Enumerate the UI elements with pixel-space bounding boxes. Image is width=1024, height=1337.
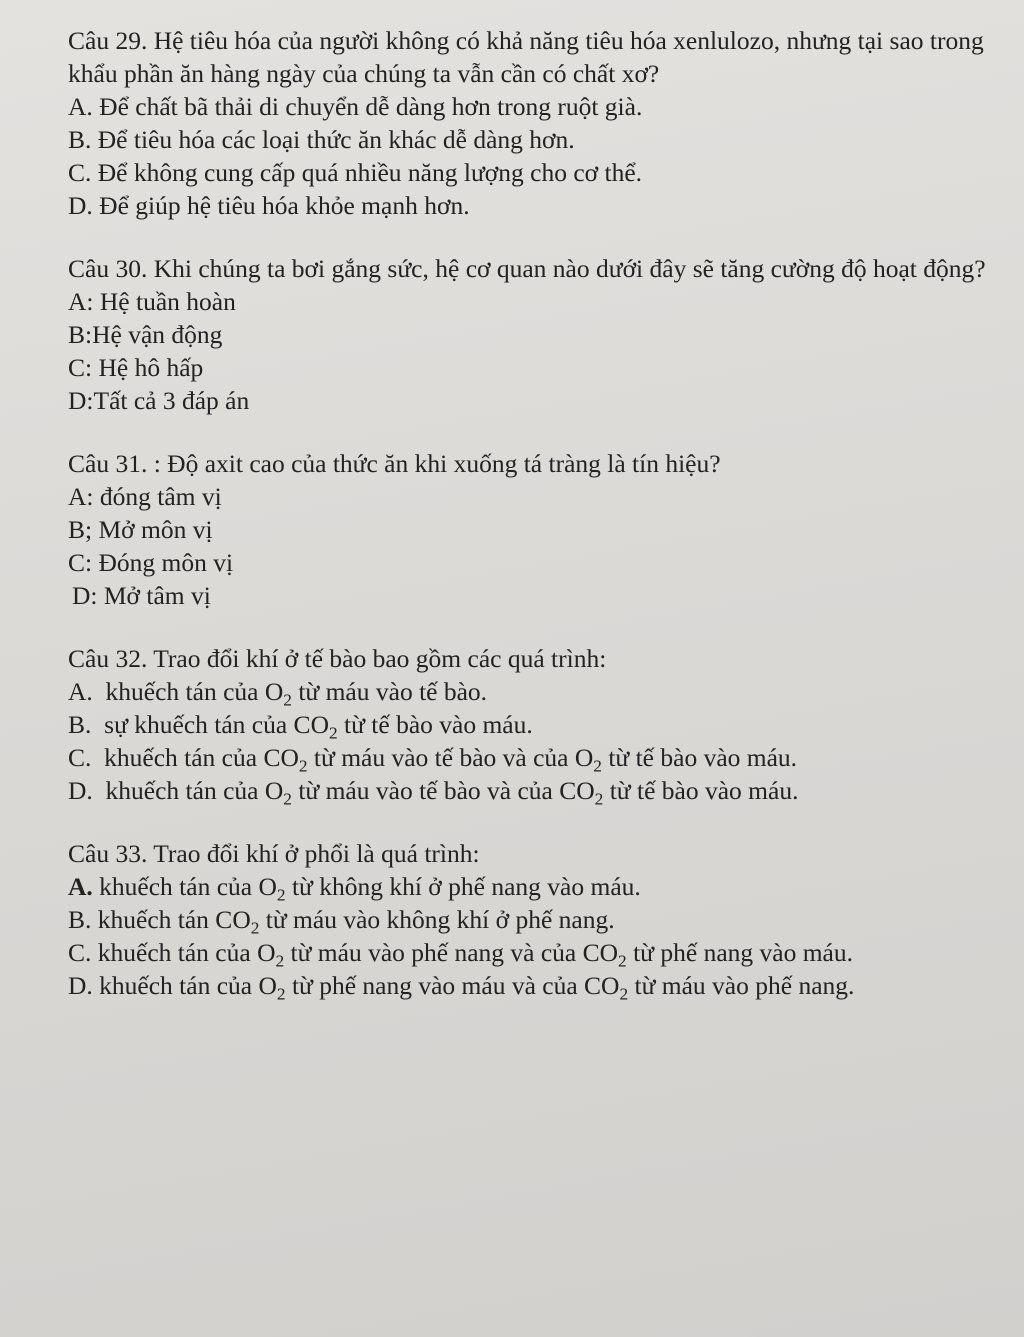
subscript: 2 (250, 918, 260, 938)
option-text: từ máu vào tế bào và của CO (291, 776, 595, 805)
subscript: 2 (275, 951, 285, 971)
option-c (68, 936, 1013, 969)
subscript: 2 (618, 951, 627, 971)
option-label: A. (68, 677, 93, 706)
option-text: từ máu vào phế nang. (628, 971, 855, 1000)
option-text: khuếch tán của O (91, 938, 276, 967)
option-text: từ phế nang vào máu và của CO (285, 971, 620, 1000)
option-c: C: Đóng môn vị (68, 548, 234, 577)
option-text: khuếch tán của O (105, 677, 284, 706)
option-text: từ máu vào không khí ở phế nang. (259, 905, 615, 934)
question-30 (68, 252, 1013, 417)
option-text: khuếch tán của O (92, 971, 277, 1000)
question-title: Câu 30. Khi chúng ta bơi gắng sức, hệ cơ quan nào dưới đây sẽ tăng cường độ hoạt động? (68, 254, 986, 283)
option-text: từ máu vào tế bào và của O (307, 743, 594, 772)
subscript: 2 (276, 885, 286, 905)
option-label: A. (68, 872, 93, 901)
question-title: Câu 33. Trao đổi khí ở phổi là quá trình: (68, 839, 480, 868)
question-29 (68, 24, 1013, 222)
subscript: 2 (594, 789, 604, 809)
option-d: D. Để giúp hệ tiêu hóa khỏe mạnh hơn. (68, 191, 470, 220)
option-d (68, 969, 1013, 1002)
option-b: B:Hệ vận động (68, 320, 223, 349)
option-b: B. Để tiêu hóa các loại thức ăn khác dễ dàng hơn. (68, 125, 575, 154)
subscript: 2 (283, 789, 292, 809)
option-text: từ máu vào phế nang và của CO (284, 938, 619, 967)
option-a (68, 870, 1013, 903)
option-d: D: Mở tâm vị (72, 581, 211, 610)
option-text: từ phế nang vào máu. (626, 938, 853, 967)
option-a: A: Hệ tuần hoàn (68, 287, 236, 316)
option-label: D. (68, 971, 93, 1000)
subscript: 2 (328, 723, 338, 743)
exam-content (68, 24, 1013, 1032)
option-text: từ không khí ở phế nang vào máu. (285, 872, 641, 901)
option-b: B; Mở môn vị (68, 515, 213, 544)
option-d (68, 774, 1013, 807)
option-text: từ tế bào vào máu. (603, 776, 799, 805)
question-title: Câu 29. Hệ tiêu hóa của người không có khả năng tiêu hóa xenlulozo, nhưng tại sao trong khẩu phần ăn hàng ngày của chúng ta vẫn cần có chất xơ? (68, 26, 984, 88)
option-label: B. (68, 710, 92, 739)
option-label: B. (68, 905, 92, 934)
option-label: C. (68, 938, 92, 967)
subscript: 2 (298, 756, 308, 776)
option-c: C: Hệ hô hấp (68, 353, 204, 382)
option-text: khuếch tán của CO (104, 743, 299, 772)
question-title: Câu 32. Trao đổi khí ở tế bào bao gồm các quá trình: (68, 644, 607, 673)
subscript: 2 (619, 984, 629, 1004)
subscript: 2 (283, 690, 292, 710)
question-33 (68, 837, 1013, 1002)
subscript: 2 (593, 756, 602, 776)
subscript: 2 (276, 984, 286, 1004)
question-title: Câu 31. : Độ axit cao của thức ăn khi xuống tá tràng là tín hiệu? (68, 449, 721, 478)
question-31 (68, 447, 1013, 612)
option-text: khuếch tán CO (91, 905, 251, 934)
option-b (68, 903, 1013, 936)
option-a: A: đóng tâm vị (68, 482, 222, 511)
option-text: khuếch tán của O (105, 776, 284, 805)
option-d: D:Tất cả 3 đáp án (68, 386, 250, 415)
option-text: từ tế bào vào máu. (337, 710, 533, 739)
option-c (68, 741, 1013, 774)
question-32 (68, 642, 1013, 807)
option-text: từ máu vào tế bào. (291, 677, 488, 706)
option-b (68, 708, 1013, 741)
option-text: khuếch tán của O (92, 872, 277, 901)
option-text: từ tế bào vào máu. (601, 743, 798, 772)
option-a (68, 675, 1013, 708)
option-a: A. Để chất bã thải di chuyển dễ dàng hơn trong ruột già. (68, 92, 643, 121)
option-c: C. Để không cung cấp quá nhiều năng lượng cho cơ thể. (68, 158, 643, 187)
option-label: C. (68, 743, 92, 772)
option-label: D. (68, 776, 93, 805)
option-text: sự khuếch tán của CO (104, 710, 329, 739)
